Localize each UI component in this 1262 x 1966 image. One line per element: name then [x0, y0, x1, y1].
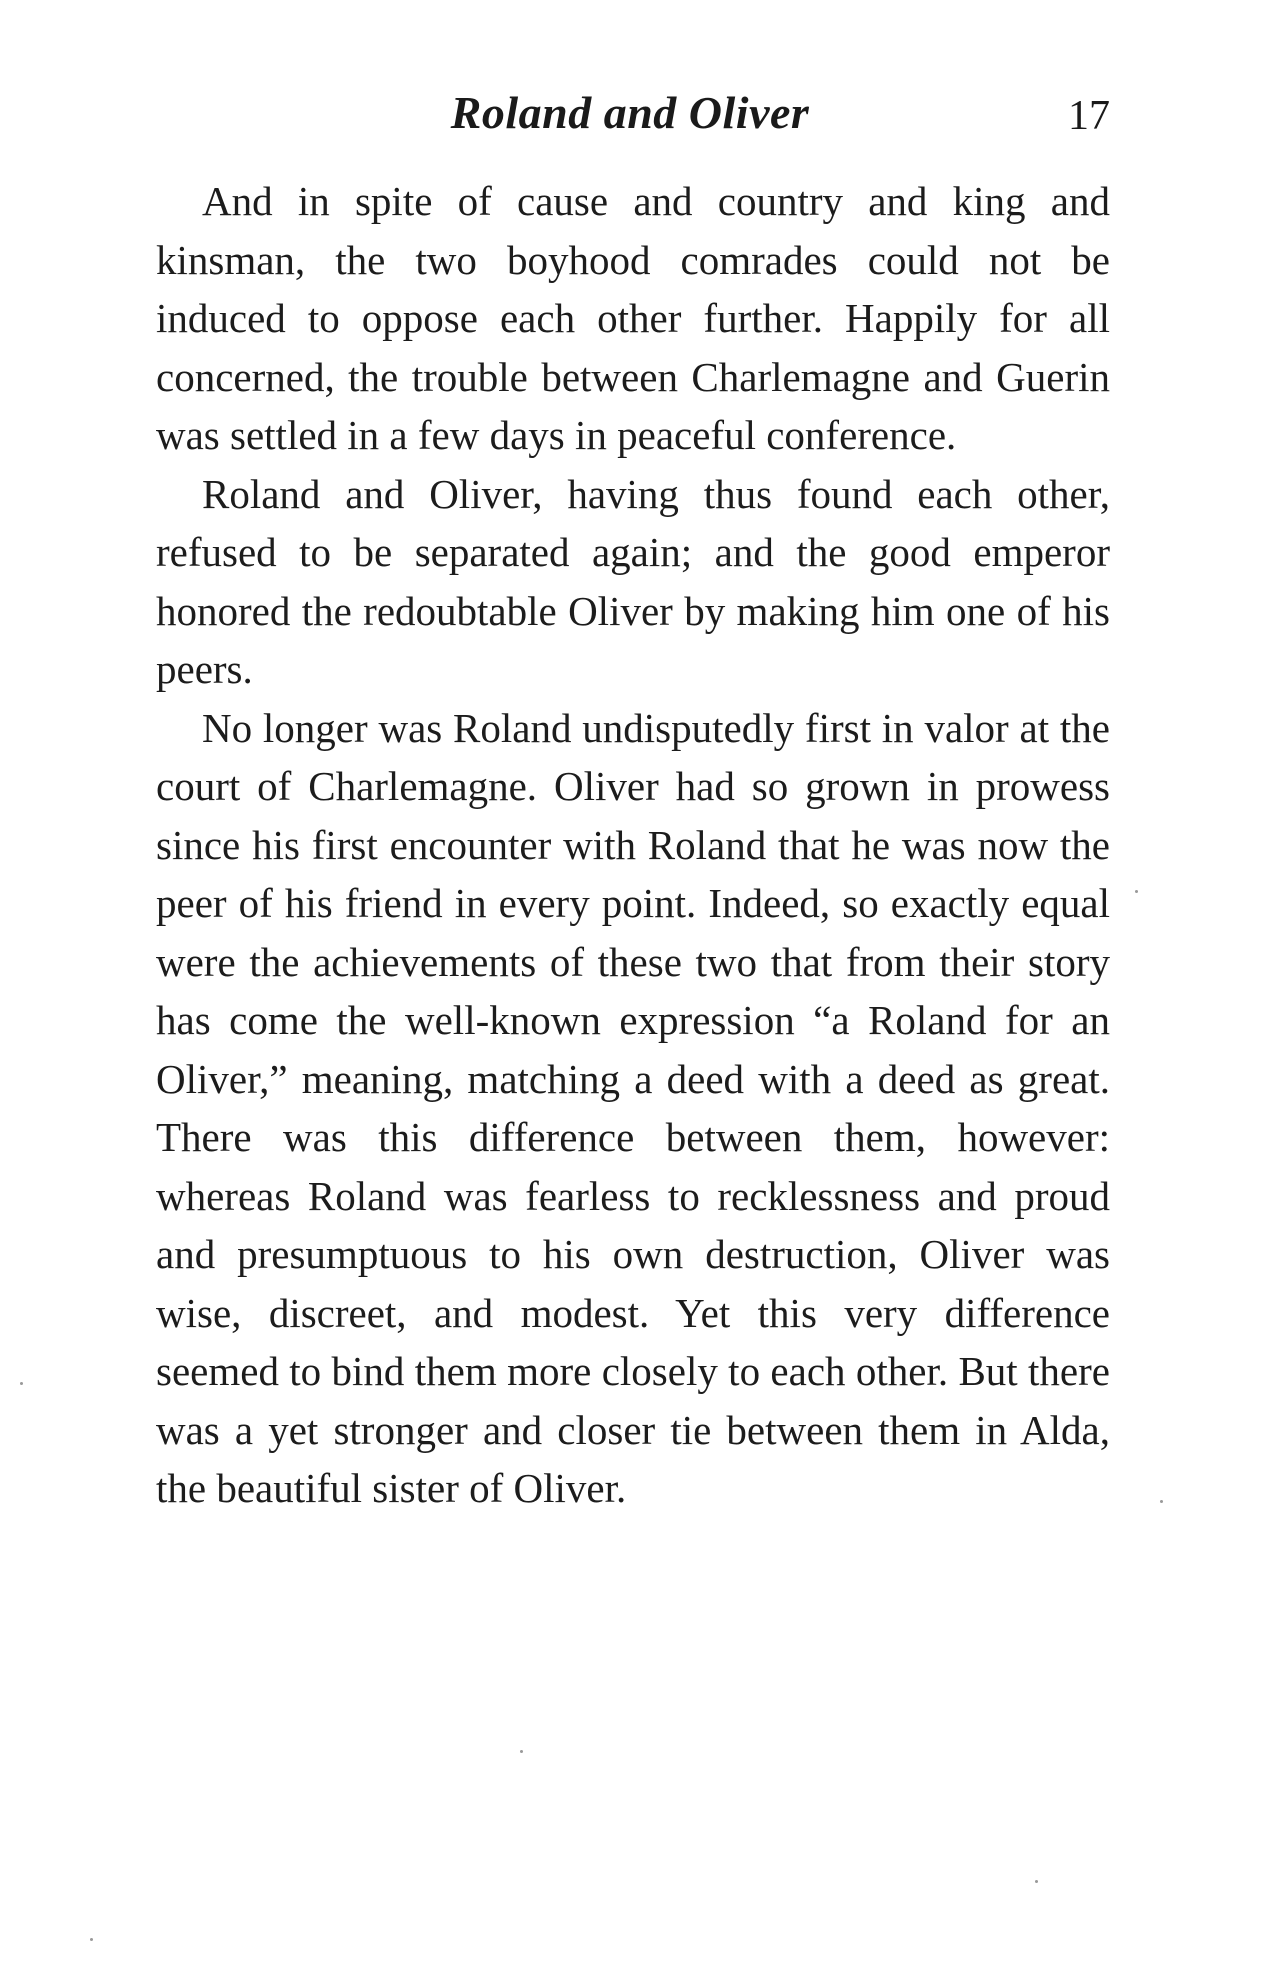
paper-speck: [90, 1938, 93, 1941]
paragraph-2: Roland and Oliver, having thus found each other, refused to be separated again; and the good emperor honored the redoubtable Oliver by making him one of his peers.: [156, 470, 1110, 692]
running-head: [150, 86, 1110, 146]
paragraph-3: No longer was Roland undisputedly first in valor at the court of Charlemagne. Oliver had so grown in prowess since his first encounter with Roland that he was now the peer of his friend in every point. Indeed, so exactly equal were the achievements of these two that from their story has come the well-known expression “a Roland for an Oliver,” meaning, matching a deed with a deed as great. There was this difference between them, however: whereas Roland was fearless to recklessness and proud and presumptuous to his own destruction, Oliver was wise, discreet, and modest. Yet this very difference seemed to bind them more closely to each other. But there was a yet stronger and closer tie between them in Alda, the beautiful sister of Oliver.: [156, 704, 1110, 1511]
paper-speck: [1160, 1500, 1163, 1503]
paragraph-1: And in spite of cause and country and king and kinsman, the two boyhood comrades could not be induced to oppose each other further. Happily for all concerned, the trouble between Charlemagne and Guerin was settled in a few days in peaceful conference.: [156, 178, 1110, 458]
body-text: [156, 172, 1110, 1518]
page-number: 17: [1068, 93, 1110, 139]
running-title: Roland and Oliver: [450, 87, 810, 138]
paper-speck: [1035, 1880, 1038, 1883]
paper-speck: [520, 1750, 523, 1753]
paper-speck: [1135, 890, 1138, 893]
paper-speck: [20, 1382, 23, 1385]
